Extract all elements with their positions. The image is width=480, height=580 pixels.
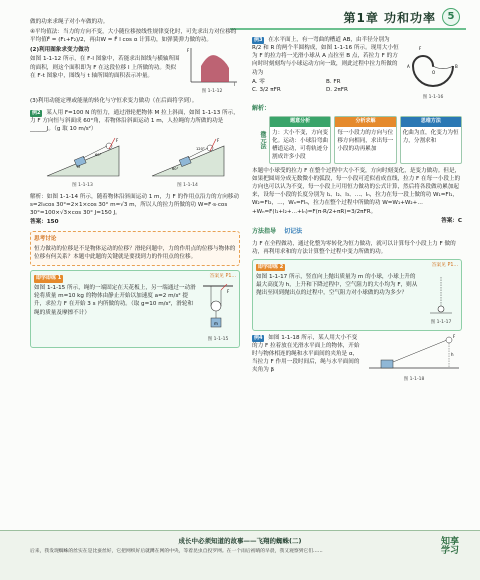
figure-1-1-14 [148, 136, 228, 190]
example-2 [30, 109, 240, 133]
practice-2-answer-link[interactable]: 答案见 P1... [431, 263, 458, 269]
fig-17-caption: 图 1-1-17 [430, 320, 452, 326]
think-text: 恒力做功的位移是不是物体运动的位移？滑轮问题中，力的作用点的位移与物体的位移有何关系？本题中此题的关键就是要找到力的作用点的位移。 [34, 245, 236, 260]
method-cell-1-text: 每一小段力的方向与位移方向相同，求出每一小段的功再累加 [337, 129, 394, 152]
think-callout [30, 231, 240, 267]
method-guide [252, 228, 462, 256]
example-3-answer: 答案：C [441, 218, 462, 225]
method-cell-2-text: 化曲为直，化变力为恒力，分割求和 [402, 129, 459, 144]
fig-13-caption: 图 1-1-13 [72, 183, 93, 189]
area-graph-figure [185, 46, 239, 86]
intro-line-1: ④平均值法：当力的方向不变，大小随位移按线性规律变化时，可先求出力对位移的平均值F̄ = (F₁+F₂)/2，再由W = F̄ l cos α 计算功，如弹簧弹力做的功。 [30, 28, 237, 43]
example-2-tag: 例2 [32, 109, 41, 116]
method-side-label: 微元法 [259, 131, 266, 150]
practice-1-box [30, 270, 240, 347]
fig-14-caption: 图 1-1-14 [177, 183, 198, 189]
groove-b-label: B [455, 64, 458, 69]
publisher-logo: 知享 学习 [440, 537, 459, 557]
method-cell-1 [334, 116, 396, 164]
area-method-block [30, 46, 240, 96]
pulley-mass-label: m [214, 321, 218, 327]
pulley-figure [201, 284, 235, 334]
example-3-option-a[interactable]: A. 零 [252, 79, 265, 86]
intro-line-0: 做的功来求绳子对小车做的功。 [30, 19, 109, 25]
fig-18-caption: 图 1-1-18 [403, 376, 425, 382]
header-rule [230, 28, 466, 30]
example-3-tag: 例3 [254, 37, 263, 43]
right-column [252, 36, 462, 383]
story-text: 后来，我发现蜘蛛的丝实在是比蚕丝好，它把网织好后就蹲在网的中央，等着昆虫自投罗网。在一个雨后初晴的早晨，我又观察到它们…… [30, 549, 323, 554]
example-4-tag: 例4 [254, 334, 263, 341]
figure-1-1-12 [184, 46, 240, 96]
example-3-option-b[interactable]: B. FR [326, 79, 341, 86]
fig-12-caption: 图 1-1-12 [201, 88, 223, 94]
example-3-option-d[interactable]: D. 2πFR [326, 87, 348, 94]
example-4-text: 如图 1-1-18 所示，某人用大小不变的力 F 拉着放在光滑水平面上的物体，开始时与物体相连的绳和水平面间的夹角是 α，当拉力 F 作用一段时间后，绳与水平面间的夹角为 β [252, 334, 360, 374]
chapter-title: 第1章 功和功率 [343, 11, 436, 25]
page-header [250, 6, 466, 28]
page-number: 5 [442, 8, 460, 26]
method-cell-0-title: 题意分析 [270, 117, 330, 126]
method-cell-2 [400, 116, 462, 164]
fig13-force-label: F [115, 138, 118, 144]
figure-1-1-16 [404, 36, 462, 102]
example-4-block [252, 334, 462, 384]
practice-1-answer-link[interactable]: 答案见 P1... [209, 274, 236, 280]
intro-line-3: 如图 1-1-12 所示，在 F-l 图象中，若能求出图线与横轴所围的面积，则这个面积即为 F 在这段位移 l 上所做的功。类似在 F-t 图象中，图线与 t 轴所围的面积表示冲量。 [30, 56, 180, 79]
example-3-options [252, 78, 400, 94]
rope-h-label: h [451, 351, 454, 357]
pulley-force-label: F [227, 289, 230, 295]
analysis-text: 本题中小球受的拉力 F 在整个过程中大小不变，方向时刻变化，是变力做功。但是，如果把圆周分成无数微小的弧段，每一小段可近似看成直线，拉力 F 在每一小段上的方向也可以认为不变，每一小段上可用恒力做功的公式计算，然后将各段做功累加起来，设每一小段的长度分别为 l₁、l₂、l₃、…、lₙ，拉力在每一段上做的功 W₁=Fl₁，W₂=Fl₂，…，Wₙ=Flₙ，拉力在整个过程中所做的功 W=W₁+W₂+…+Wₙ=F(l₁+l₂+…+lₙ)=F(π·R/2+πR)=3/2πFR。 [252, 168, 461, 215]
practice-1-text: 如图 1-1-15 所示，绳的一端固定在天花板上，另一端通过一动滑轮将质量 m=10 kg 的物体由静止开始以加速度 a=2 m/s² 提升，求拉力 F 在开始 3 s 内所做的功。（取 g=10 m/s²，滑轮和绳的质量及摩擦不计） [34, 285, 196, 316]
pull-rope-figure [367, 334, 461, 374]
practice-2-tag: 即学即练 2 [258, 264, 284, 271]
svg-text:l: l [234, 81, 236, 86]
method-guide-side: 切记法 [284, 228, 303, 236]
intro-line-4: (3)利用动能定理或能量的转化与守恒求变力做功（在后面将学到）。 [30, 98, 198, 105]
fig13-mass-label: M [76, 165, 80, 170]
fig-16-caption: 图 1-1-16 [422, 95, 444, 101]
method-guide-text: 力 F 在全程做功，通过化整为零转化为恒力做功，就可以计算每个小段上力 F 做的功，再利用求和的方法计算整个过程中变力所做的功。 [252, 240, 456, 256]
method-cell-0 [269, 116, 331, 164]
groove-a-label: A [407, 64, 410, 69]
left-column [30, 18, 240, 351]
fig13-angle-label: 60° [94, 153, 101, 158]
fig14-force-label: F [216, 138, 219, 144]
analysis-label: 解析： [252, 104, 271, 112]
story-strip [0, 530, 480, 580]
groove-figure [405, 36, 461, 92]
think-title: 思考讨论 [34, 235, 57, 242]
rope-f-label: F [453, 333, 456, 339]
vertical-throw-figure [426, 273, 456, 317]
story-title: 成长中必须知道的故事——飞翔的蜘蛛(二) [178, 537, 302, 545]
incline-figure-14 [148, 136, 228, 180]
example-3-text: 在水平面上，有一弯曲的槽道 AB，由半径分别为 R/2 和 R 的两个半圆构成，如图 1-1-16 所示。现用大小恒为 F 的拉力将一光滑小球从 A 点拉至 B 点，若拉力 F 的方向时时刻刻均与小球运动方向一致，则此过程中拉力所做的功为 [252, 37, 399, 76]
fig14-small-angle: 60° [171, 167, 178, 172]
practice-1-tag: 即学即练 1 [36, 275, 62, 282]
figure-1-1-13 [43, 136, 123, 190]
example-2-solution: 解析：如图 1-1-14 所示，随着物体沿斜面运动 1 m，力 F 的作用点沿力的方向移动 s=2l₀cos 30°=2×1×cos 30° m=√3 m，所以人的拉力所做的功 W=F·s·cos 30°=100×√3×cos 30° J=150 J。 [30, 193, 239, 216]
example-2-text: 某人用 F=100 N 的恒力，通过滑轮把物体 M 拉上斜面，如图 1-1-13 所示，力 F 方向恒与斜面成 60°角，若物体沿斜面运动 1 m，人拉绳的力所做的功是______J。（g 取 10 m/s²） [30, 109, 239, 132]
method-cell-0-text: 力：大小不变，方向变化。运动：小球沿弯曲槽道运动，可将轨迹分割成许多小段 [272, 129, 328, 160]
figure-1-1-18 [366, 334, 462, 384]
method-table [252, 116, 462, 164]
practice-2-box [252, 259, 462, 330]
incline-figure-13 [43, 136, 123, 180]
method-guide-title: 方法指导 [252, 228, 277, 236]
incline-figures [30, 136, 240, 190]
example-3-option-c[interactable]: C. 3/2 πFR [252, 87, 281, 94]
figure-1-1-15 [200, 284, 236, 344]
intro-line-2: (2)利用图象求变力做功 [30, 46, 90, 53]
method-cell-1-title: 分析求解 [335, 117, 395, 126]
groove-o-label: O [432, 70, 436, 75]
fig-15-caption: 图 1-1-15 [207, 337, 229, 343]
practice-2-text: 如图 1-1-17 所示，竖直向上抛出质量为 m 的小球，小球上升的最大高度为 h，上升和下降过程中，空气阻力的大小均为 F，则从抛出至回到抛出点的过程中，空气阻力对小球做的功为多少？ [256, 273, 418, 297]
figure-1-1-17 [424, 273, 458, 327]
example-2-answer: 答案：150 [30, 219, 59, 226]
example-3-block [252, 36, 462, 102]
svg-text:F: F [187, 47, 190, 53]
method-cell-2-title: 思维方法 [401, 117, 461, 126]
groove-f-label: F [419, 46, 422, 51]
fig14-angle-label: 120° [195, 147, 205, 152]
